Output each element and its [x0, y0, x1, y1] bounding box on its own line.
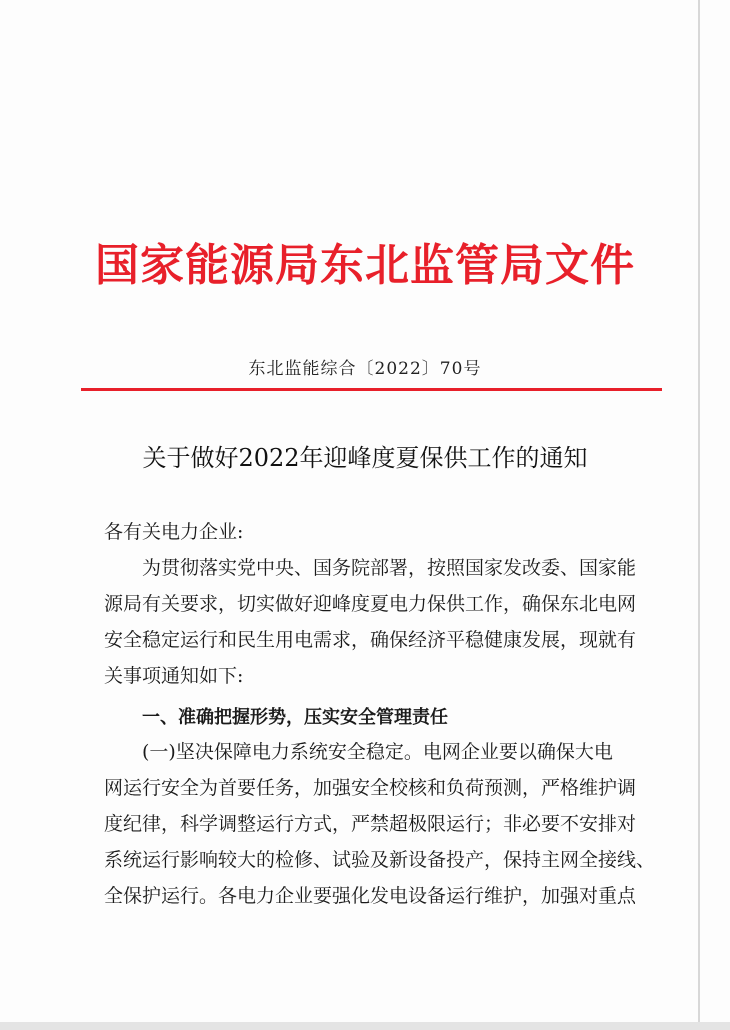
section-heading-1: 一、准确把握形势，压实安全管理责任 — [142, 707, 448, 728]
paragraph-line: 为贯彻落实党中央、国务院部署，按照国家发改委、国家能 — [142, 557, 637, 579]
notice-title: 关于做好2022年迎峰度夏保供工作的通知 — [142, 444, 588, 472]
scan-edge-right — [698, 0, 700, 1030]
paragraph-line: 关事项通知如下: — [104, 665, 244, 687]
paragraph-line: 度纪律，科学调整运行方式，严禁超极限运行；非必要不安排对 — [104, 813, 637, 835]
paragraph-section1-item1 — [104, 734, 664, 914]
paragraph-line: 系统运行影响较大的检修、试验及新设备投产，保持主网全接线、 — [104, 849, 656, 871]
issuer-header-title: 国家能源局东北监管局文件 — [95, 240, 635, 291]
paragraph-line: 安全稳定运行和民生用电需求，确保经济平稳健康发展，现就有 — [104, 629, 637, 651]
paragraph-line: 全保护运行。各电力企业要强化发电设备运行维护，加强对重点 — [104, 885, 637, 907]
paragraph-intro — [104, 550, 664, 694]
scan-edge-bottom — [0, 1022, 730, 1030]
paragraph-line: 网运行安全为首要任务，加强安全校核和负荷预测，严格维护调 — [104, 777, 637, 799]
document-number: 东北监能综合〔2022〕70号 — [248, 359, 482, 379]
red-divider-rule — [81, 388, 662, 391]
paragraph-line: (一)坚决保障电力系统安全稳定。电网企业要以确保大电 — [142, 741, 613, 763]
paragraph-line: 源局有关要求，切实做好迎峰度夏电力保供工作，确保东北电网 — [104, 593, 637, 615]
addressee: 各有关电力企业: — [104, 521, 244, 543]
